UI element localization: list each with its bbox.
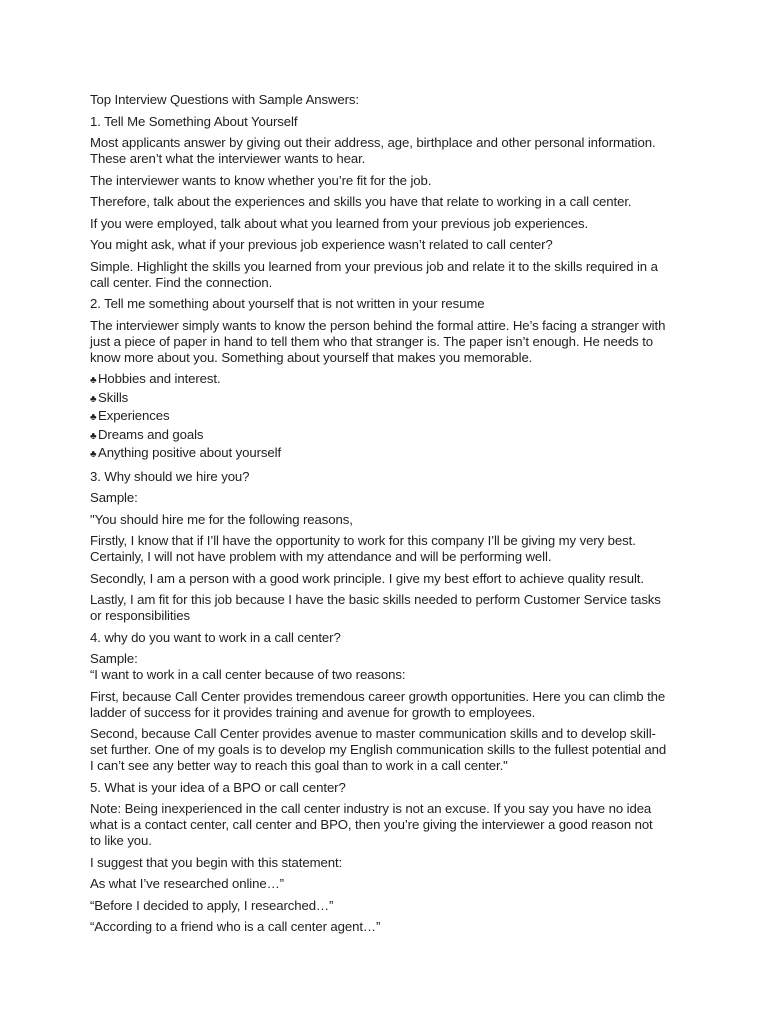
q2-bullet-list xyxy=(90,371,690,464)
list-item-text: Experiences xyxy=(98,408,170,423)
text-line: Firstly, I know that if I’ll have the opportunity to work for this company I’ll be giving my very best. xyxy=(90,533,636,548)
text-line: Most applicants answer by giving out their address, age, birthplace and other personal information. xyxy=(90,135,656,150)
text-line: I can’t see any better way to reach this goal than to work in a call center." xyxy=(90,758,508,773)
text-line: ladder of success for it provides training and avenue for growth to employees. xyxy=(90,704,536,720)
text-line: Sample: xyxy=(90,651,138,666)
text-line: Second, because Call Center provides avenue to master communication skills and to develop skill- xyxy=(90,726,656,741)
q1-paragraph-6 xyxy=(90,259,690,291)
list-item xyxy=(90,408,690,427)
list-item-text: Hobbies and interest. xyxy=(98,371,221,386)
text-line: “I want to work in a call center because of two reasons: xyxy=(90,667,406,682)
list-item-text: Skills xyxy=(98,389,129,405)
text-line: set further. One of my goals is to develop my English communication skills to the fullest potential and xyxy=(90,742,667,757)
q4-heading: 4. why do you want to work in a call center? xyxy=(90,629,341,645)
q3-paragraph-2 xyxy=(90,533,690,565)
q5-heading: 5. What is your idea of a BPO or call center? xyxy=(90,779,346,795)
text-line: Certainly, I will not have problem with my attendance and will be performing well. xyxy=(90,549,552,564)
q1-heading: 1. Tell Me Something About Yourself xyxy=(90,113,298,129)
q1-paragraph-1 xyxy=(90,135,690,167)
text-line: or responsibilities xyxy=(90,608,190,623)
q4-sample xyxy=(90,651,690,683)
q5-paragraph-4: “Before I decided to apply, I researched…” xyxy=(90,897,334,913)
club-bullet-icon: ♣ xyxy=(90,449,97,460)
q4-paragraph-1 xyxy=(90,689,690,721)
text-line: just a piece of paper in hand to tell them who that stranger is. The paper isn’t enough. He needs to xyxy=(90,333,654,349)
q4-paragraph-2 xyxy=(90,726,690,774)
text-line: Simple. Highlight the skills you learned from your previous job and relate it to the skills required in a xyxy=(90,258,658,274)
text-line: Note: Being inexperienced in the call center industry is not an excuse. If you say you have no idea xyxy=(90,801,652,816)
q2-paragraph-1 xyxy=(90,318,690,366)
q5-paragraph-5: “According to a friend who is a call center agent…” xyxy=(90,919,381,934)
q3-heading: 3. Why should we hire you? xyxy=(90,468,250,484)
club-bullet-icon: ♣ xyxy=(90,375,97,386)
text-line: First, because Call Center provides tremendous career growth opportunities. Here you can climb the xyxy=(90,688,666,704)
q5-paragraph-2: I suggest that you begin with this statement: xyxy=(90,854,343,870)
text-line: Lastly, I am fit for this job because I have the basic skills needed to perform Customer Service tasks xyxy=(90,592,661,607)
text-line: call center. Find the connection. xyxy=(90,274,273,290)
club-bullet-icon: ♣ xyxy=(90,412,97,423)
text-line: to like you. xyxy=(90,833,152,848)
q1-paragraph-2: The interviewer wants to know whether you’re fit for the job. xyxy=(90,172,432,188)
list-item xyxy=(90,371,690,390)
text-line: know more about you. Something about yourself that makes you memorable. xyxy=(90,349,533,365)
document-page xyxy=(90,92,690,941)
text-line: what is a contact center, call center and BPO, then you’re giving the interviewer a good reason not xyxy=(90,817,653,832)
q5-paragraph-1 xyxy=(90,801,690,849)
q2-heading: 2. Tell me something about yourself that is not written in your resume xyxy=(90,296,485,311)
list-item xyxy=(90,427,690,446)
q1-paragraph-3: Therefore, talk about the experiences and skills you have that relate to working in a call center. xyxy=(90,194,632,209)
club-bullet-icon: ♣ xyxy=(90,430,97,442)
text-line: These aren’t what the interviewer wants to hear. xyxy=(90,151,366,166)
q1-paragraph-4: If you were employed, talk about what you learned from your previous job experiences. xyxy=(90,215,589,231)
club-bullet-icon: ♣ xyxy=(90,393,97,405)
list-item xyxy=(90,445,690,464)
q5-paragraph-3: As what I’ve researched online…” xyxy=(90,876,284,891)
q1-paragraph-5: You might ask, what if your previous job experience wasn’t related to call center? xyxy=(90,237,553,252)
list-item-text: Anything positive about yourself xyxy=(98,445,282,460)
text-line: The interviewer simply wants to know the person behind the formal attire. He’s facing a stranger with xyxy=(90,317,666,333)
list-item xyxy=(90,390,690,409)
q3-paragraph-3: Secondly, I am a person with a good work principle. I give my best effort to achieve quality result. xyxy=(90,570,644,586)
q3-paragraph-1: "You should hire me for the following reasons, xyxy=(90,511,353,527)
q3-sample-label: Sample: xyxy=(90,490,138,505)
list-item-text: Dreams and goals xyxy=(98,426,204,442)
q3-paragraph-4 xyxy=(90,592,690,624)
document-title: Top Interview Questions with Sample Answers: xyxy=(90,92,359,107)
